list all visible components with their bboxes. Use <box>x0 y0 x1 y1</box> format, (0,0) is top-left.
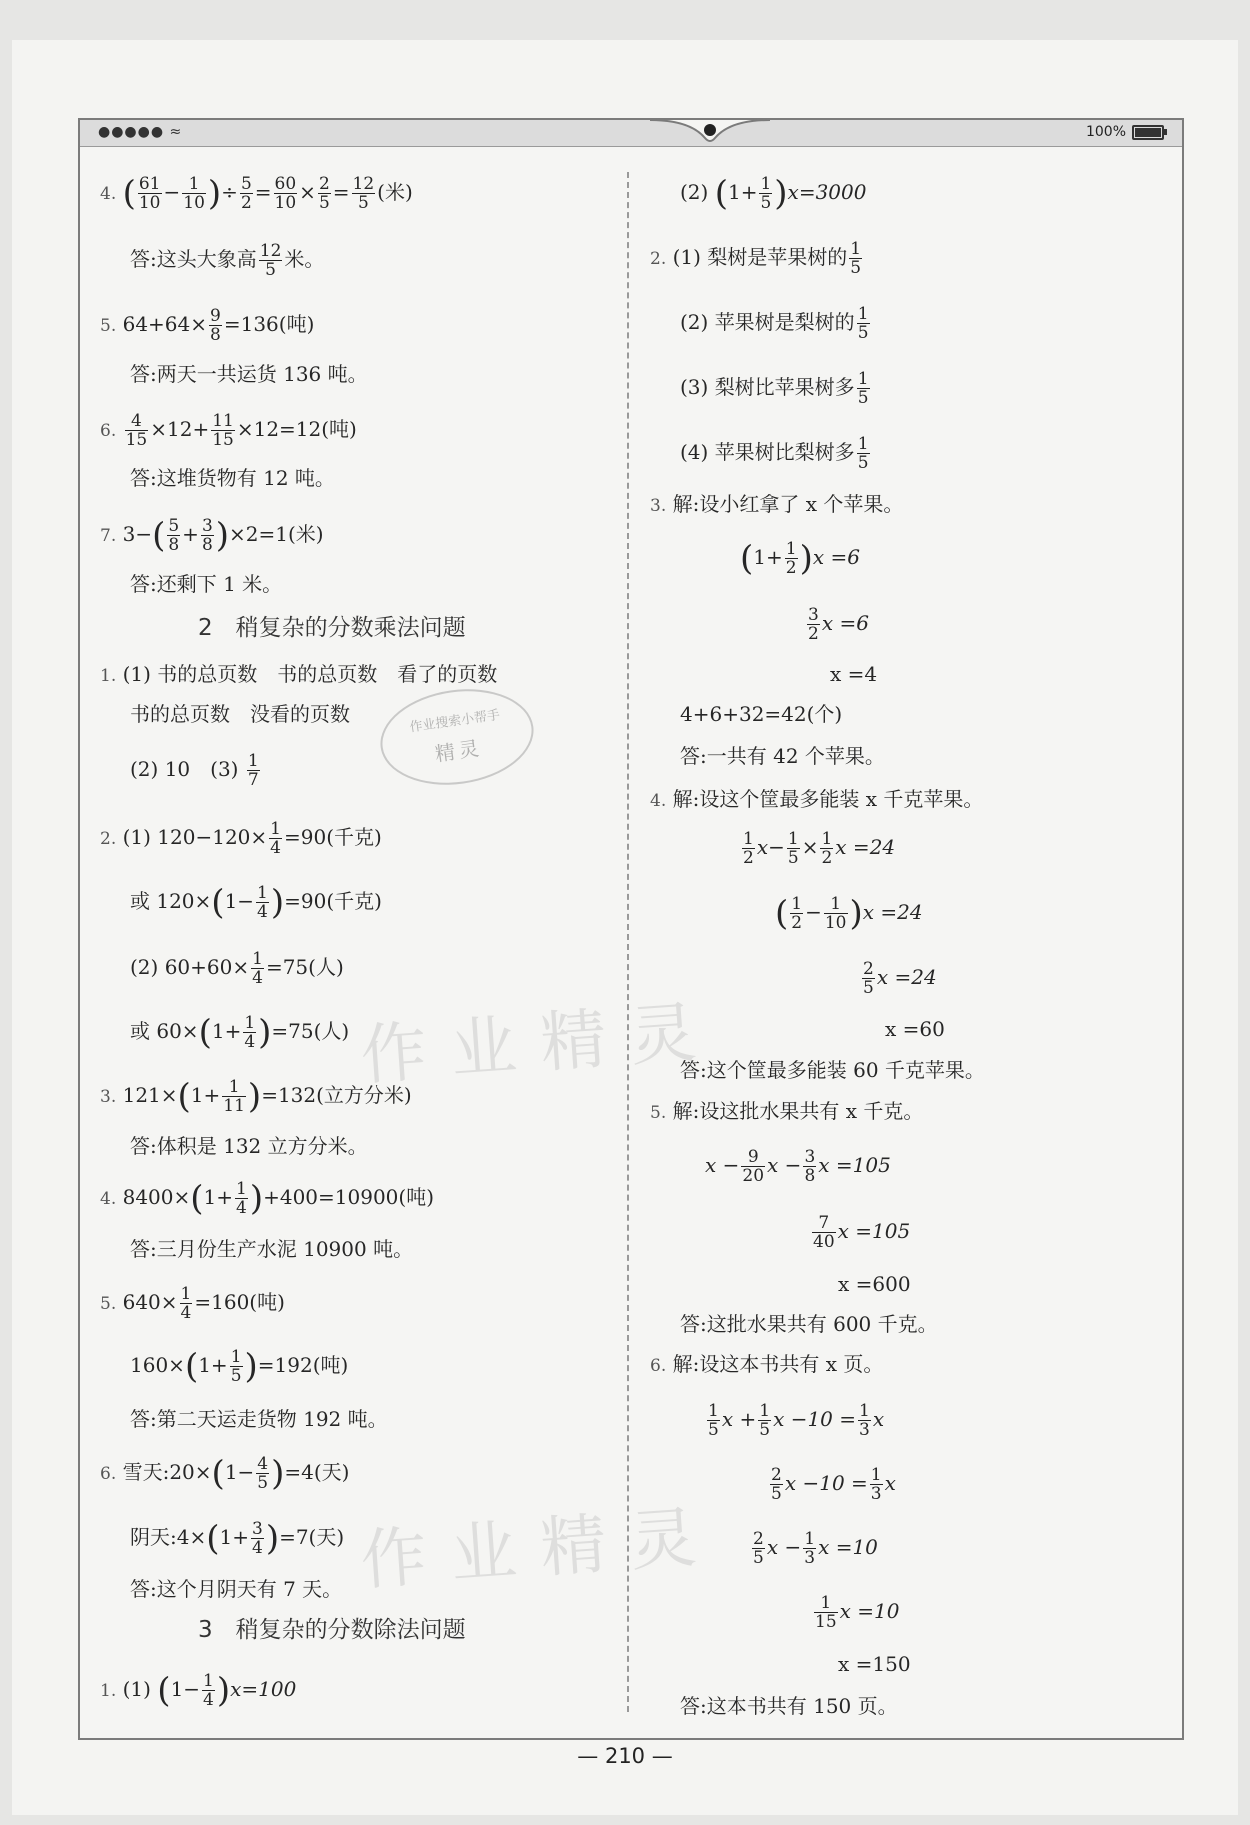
answer-line: 1. (1) 书的总页数 书的总页数 看了的页数 <box>100 662 498 686</box>
answer-line: 5. 解:设这批水果共有 x 千克。 <box>650 1099 924 1123</box>
equation-line: $\frac{1}{2}$ x− $\frac{1}{5}$ × $\frac{1}{2}$ x =24 <box>743 829 896 868</box>
answer-line: 2. (1) 梨树是苹果树的 $\frac{1}{5}$ <box>650 239 862 278</box>
answer-line: (2) 苹果树是梨树的 $\frac{1}{5}$ <box>680 304 869 343</box>
answer-line: 或 60×(1+ $\frac{1}{4}$ )=75(人) <box>130 1012 350 1053</box>
answer-line: 7. 3−( $\frac{5}{8}$ + $\frac{3}{8}$ )×2=1(米) <box>100 515 324 556</box>
answer-line: (2) (1+ $\frac{1}{5}$ )x=3000 <box>680 173 867 214</box>
answer-line: 答:三月份生产水泥 10900 吨。 <box>130 1237 414 1261</box>
answer-line: 6. $\frac{4}{15}$ ×12+ $\frac{11}{15}$ ×12=12(吨) <box>100 411 357 450</box>
answer-line: 或 120×(1− $\frac{1}{4}$ )=90(千克) <box>130 882 382 923</box>
page-number: — 210 — <box>577 1744 673 1768</box>
answer-line: 3. 121×(1+ $\frac{1}{11}$ )=132(立方分米) <box>100 1076 412 1117</box>
watermark: 作业精灵 <box>358 1497 723 1600</box>
equation-line: $\frac{1}{15}$ x =10 <box>815 1593 900 1632</box>
answer-line: 答:这个月阴天有 7 天。 <box>130 1577 343 1601</box>
answer-line: 5. 640× $\frac{1}{4}$ =160(吨) <box>100 1284 285 1323</box>
section-title: 2 稍复杂的分数乘法问题 <box>198 615 466 641</box>
answer-line: (2) 10 (3) $\frac{1}{7}$ <box>130 751 259 790</box>
answer-line: 答:还剩下 1 米。 <box>130 572 283 596</box>
equation-line: (1+ $\frac{1}{2}$ )x =6 <box>740 538 860 579</box>
answer-line: 4. ( $\frac{61}{10}$ − $\frac{1}{10}$ )÷ $\frac{5}{2}$ = $\frac{60}{10}$ × $\frac{2}{5}$ = $\frac{12}{5}$ (米) <box>100 173 413 214</box>
equation-line: $\frac{2}{5}$ x =24 <box>863 959 937 998</box>
equation-line: $\frac{1}{5}$ x + $\frac{1}{5}$ x −10 = $\frac{1}{3}$ x <box>708 1401 885 1440</box>
equation-line: x =4 <box>830 662 878 686</box>
status-bar <box>80 120 1182 147</box>
equation-line: x − $\frac{9}{20}$ x − $\frac{3}{8}$ x =105 <box>705 1147 891 1186</box>
answer-line: 5. 64+64× $\frac{9}{8}$ =136(吨) <box>100 306 315 345</box>
equation-line: x =600 <box>838 1272 911 1296</box>
answer-line: 4. 8400×(1+ $\frac{1}{4}$ )+400=10900(吨) <box>100 1178 435 1219</box>
stamp-line2: 精灵 <box>433 735 485 767</box>
answer-line: 阴天:4×(1+ $\frac{3}{4}$ )=7(天) <box>130 1518 345 1559</box>
answer-line: 答:这个筐最多能装 60 千克苹果。 <box>680 1058 985 1082</box>
answer-line: 6. 解:设这本书共有 x 页。 <box>650 1352 884 1376</box>
watermark: 作业精灵 <box>358 992 723 1095</box>
answer-line: 4. 解:设这个筐最多能装 x 千克苹果。 <box>650 787 984 811</box>
stamp-line1: 作业搜索小帮手 <box>408 707 501 736</box>
equation-line: x =60 <box>885 1017 945 1041</box>
answer-line: 3. 解:设小红拿了 x 个苹果。 <box>650 492 904 516</box>
answer-line: 2. (1) 120−120× $\frac{1}{4}$ =90(千克) <box>100 819 382 858</box>
section-title: 3 稍复杂的分数除法问题 <box>198 1617 466 1643</box>
answer-line: 答:一共有 42 个苹果。 <box>680 744 885 768</box>
equation-line: ( $\frac{1}{2}$ − $\frac{1}{10}$ )x =24 <box>775 893 923 934</box>
answer-line: 1. (1) (1− $\frac{1}{4}$ )x=100 <box>100 1670 297 1711</box>
battery-label: 100% <box>1085 124 1126 140</box>
answer-line: (2) 60+60× $\frac{1}{4}$ =75(人) <box>130 949 344 988</box>
answer-line: 答:第二天运走货物 192 吨。 <box>130 1407 388 1431</box>
answer-line: 160×(1+ $\frac{1}{5}$ )=192(吨) <box>130 1346 349 1387</box>
equation-line: $\frac{3}{2}$ x =6 <box>808 605 869 644</box>
answer-line: 答:这堆货物有 12 吨。 <box>130 466 335 490</box>
battery-icon <box>1132 125 1164 140</box>
equation-line: x =150 <box>838 1652 911 1676</box>
equation-line: $\frac{2}{5}$ x −10 = $\frac{1}{3}$ x <box>771 1465 896 1504</box>
answer-line: 答:这本书共有 150 页。 <box>680 1694 898 1718</box>
notch-icon <box>650 116 770 156</box>
battery-status <box>1086 124 1164 140</box>
answer-line: 答:这头大象高 $\frac{12}{5}$ 米。 <box>130 241 325 280</box>
answer-line: 书的总页数 没看的页数 <box>130 702 350 726</box>
answer-line: (3) 梨树比苹果树多 $\frac{1}{5}$ <box>680 369 869 408</box>
answer-line: 答:体积是 132 立方分米。 <box>130 1134 368 1158</box>
equation-line: $\frac{7}{40}$ x =105 <box>813 1213 911 1252</box>
answer-line: (4) 苹果树比梨树多 $\frac{1}{5}$ <box>680 434 869 473</box>
answer-line: 6. 雪天:20×(1− $\frac{4}{5}$ )=4(天) <box>100 1453 350 1494</box>
answer-line: 答:两天一共运货 136 吨。 <box>130 362 368 386</box>
equation-line: $\frac{2}{5}$ x − $\frac{1}{3}$ x =10 <box>753 1529 878 1568</box>
signal-wifi-icon: ●●●●● ≈ <box>98 124 183 140</box>
equation-line: 4+6+32=42(个) <box>680 702 843 726</box>
answer-line: 答:这批水果共有 600 千克。 <box>680 1312 938 1336</box>
column-divider <box>627 172 629 1712</box>
